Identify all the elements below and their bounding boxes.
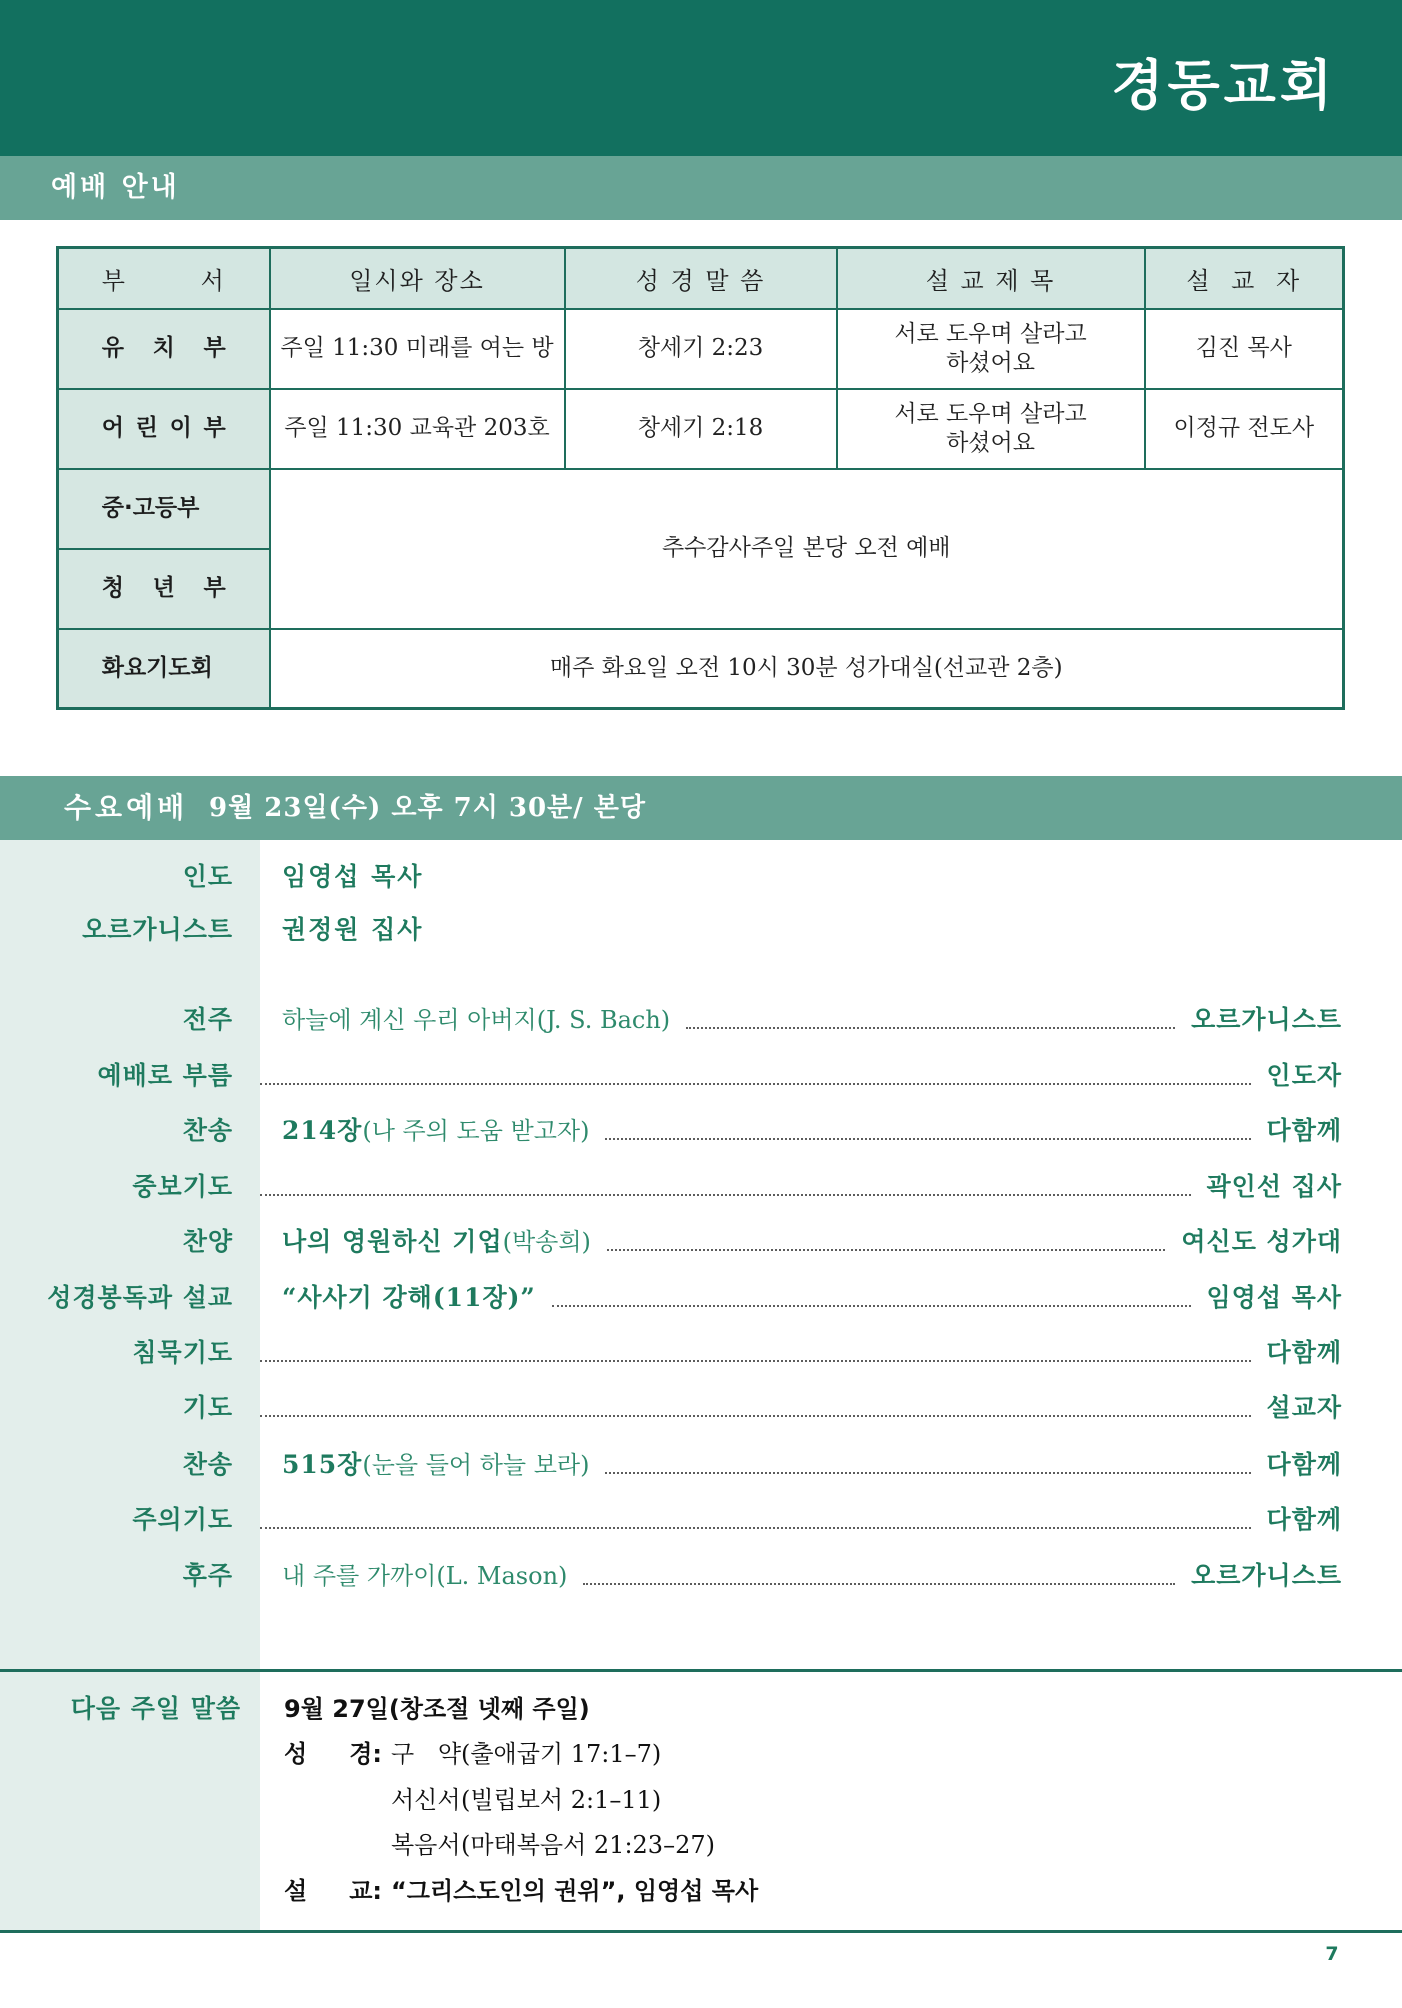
order-content [282, 1276, 536, 1320]
sermon-title-line: 하셨어요 [946, 429, 1035, 456]
department-cell [58, 309, 270, 389]
preacher-cell: 김진 목사 [1145, 309, 1344, 389]
order-detail [260, 1276, 1342, 1320]
wednesday-service-band [0, 776, 1402, 840]
order-item [0, 1386, 1342, 1430]
leader-role: 인도 [182, 862, 233, 891]
wednesday-service-datetime: 9월 23일(수) 오후 7시 30분/ 본당 [209, 793, 646, 823]
worship-guide-band [0, 156, 1402, 220]
order-label: 침묵기도 [132, 1338, 233, 1367]
order-label: 성경봉독과 설교 [47, 1283, 233, 1312]
department-name: 화요기도회 [101, 654, 213, 681]
order-content-text: 하늘에 계신 우리 아버지(J. S. Bach) [282, 1006, 671, 1034]
order-detail [260, 1498, 1342, 1542]
order-content [282, 1554, 567, 1598]
wednesday-service-title: 수요예배 [64, 791, 189, 824]
department-cell [58, 469, 270, 549]
order-label: 찬송 [182, 1450, 233, 1479]
order-content [282, 1220, 591, 1264]
order-content-text: 내 주를 가까이(L. Mason) [282, 1562, 568, 1590]
sermon-line [284, 1871, 758, 1911]
column-header: 일시와 장소 [270, 248, 565, 309]
header-band [0, 0, 1402, 156]
department-cell [58, 389, 270, 469]
sermon-title-cell [837, 309, 1145, 389]
leader-row [0, 857, 900, 897]
table-row [58, 629, 1344, 709]
order-performer: 오르가니스트 [1191, 1561, 1342, 1590]
order-content-highlight: 나의 영원하신 기업 [282, 1227, 503, 1256]
reading-name: 구 약 [391, 1740, 461, 1768]
column-header [58, 248, 270, 309]
merged-note-cell: 추수감사주일 본당 오전 예배 [270, 469, 1344, 629]
worship-guide-table [56, 246, 1345, 710]
department-name: 중·고등부 [101, 495, 200, 521]
dot-leader [552, 1305, 1191, 1307]
order-item [0, 1054, 1342, 1098]
next-sunday-date-line [284, 1689, 590, 1729]
order-detail [260, 1220, 1342, 1264]
order-item [0, 998, 1342, 1042]
order-label: 찬송 [182, 1116, 233, 1145]
order-content [282, 998, 670, 1042]
dot-leader [260, 1415, 1251, 1417]
order-detail [260, 1165, 1342, 1209]
leader-role: 오르가니스트 [82, 915, 233, 944]
scripture-label: 성 경: [284, 1740, 382, 1768]
order-performer: 다함께 [1266, 1505, 1342, 1534]
order-item [0, 1331, 1342, 1375]
order-label: 주의기도 [132, 1505, 233, 1534]
reading-name: 서신서 [391, 1786, 461, 1814]
column-header-label: 부 서 [101, 266, 226, 295]
order-detail [260, 1331, 1342, 1375]
leader-name: 임영섭 목사 [282, 862, 424, 891]
order-item [0, 1498, 1342, 1542]
sermon-title: “그리스도인의 권위”, 임영섭 목사 [391, 1877, 759, 1905]
reading-reference: (빌립보서 2:1–11) [461, 1786, 662, 1814]
department-cell [58, 629, 270, 709]
reading-reference: (마태복음서 21:23–27) [461, 1831, 715, 1859]
dot-leader [605, 1472, 1250, 1474]
column-header: 성 경 말 씀 [565, 248, 837, 309]
order-content-text: (박송희) [502, 1228, 591, 1256]
dot-leader [583, 1583, 1175, 1585]
order-item [0, 1220, 1342, 1264]
time-place-cell: 주일 11:30 교육관 203호 [270, 389, 565, 469]
reading-name: 복음서 [391, 1831, 461, 1859]
order-performer: 다함께 [1266, 1450, 1342, 1479]
scripture-line [284, 1734, 661, 1774]
table-header-row [58, 248, 1344, 309]
dot-leader [607, 1249, 1166, 1251]
order-performer: 다함께 [1266, 1338, 1342, 1367]
order-detail [260, 1386, 1342, 1430]
sermon-title-line: 하셨어요 [946, 349, 1035, 376]
church-name: 경동교회 [1111, 53, 1336, 117]
order-performer: 곽인선 집사 [1206, 1172, 1342, 1201]
order-item [0, 1554, 1342, 1598]
column-header: 설 교 자 [1145, 248, 1344, 309]
prayer-meeting-cell: 매주 화요일 오전 10시 30분 성가대실(선교관 2층) [270, 629, 1344, 709]
next-sunday-date: 9월 27일(창조절 넷째 주일) [284, 1695, 590, 1723]
department-name: 청 년 부 [101, 575, 226, 601]
order-detail [260, 1109, 1342, 1153]
order-label: 기도 [182, 1393, 233, 1422]
table-row [58, 309, 1344, 389]
table-row [58, 469, 1344, 549]
order-item [0, 1276, 1342, 1320]
order-item [0, 1109, 1342, 1153]
order-item [0, 1443, 1342, 1487]
order-label: 예배로 부름 [97, 1061, 233, 1090]
dot-leader [260, 1083, 1251, 1085]
dot-leader [605, 1138, 1250, 1140]
order-performer: 오르가니스트 [1191, 1005, 1342, 1034]
order-content-highlight: 515장 [282, 1450, 363, 1479]
column-header: 설 교 제 목 [837, 248, 1145, 309]
order-content [282, 1443, 589, 1487]
order-label: 중보기도 [132, 1172, 233, 1201]
order-item [0, 1165, 1342, 1209]
order-detail [260, 998, 1342, 1042]
order-content-text: (눈을 들어 하늘 보라) [362, 1451, 590, 1479]
scripture-cell: 창세기 2:23 [565, 309, 837, 389]
order-label: 후주 [182, 1561, 233, 1590]
preacher-cell: 이정규 전도사 [1145, 389, 1344, 469]
dot-leader [686, 1027, 1175, 1029]
reading-reference: (출애굽기 17:1–7) [461, 1740, 662, 1768]
department-name: 어 린 이 부 [101, 415, 226, 441]
leader-name: 권정원 집사 [282, 915, 424, 944]
sermon-label: 설 교: [284, 1877, 382, 1905]
order-detail [260, 1554, 1342, 1598]
order-performer: 인도자 [1266, 1061, 1342, 1090]
order-content-highlight: “사사기 강해(11장)” [282, 1283, 536, 1312]
order-label: 전주 [182, 1005, 233, 1034]
order-performer: 설교자 [1266, 1393, 1342, 1422]
next-sunday-label: 다음 주일 말씀 [70, 1694, 241, 1723]
dot-leader [260, 1194, 1191, 1196]
leader-row [0, 910, 900, 950]
order-label: 찬양 [182, 1227, 233, 1256]
bottom-divider [0, 1930, 1402, 1933]
order-performer: 여신도 성가대 [1181, 1227, 1342, 1256]
worship-guide-title: 예배 안내 [51, 172, 180, 203]
section-divider [0, 1669, 1402, 1672]
sermon-title-cell [837, 389, 1145, 469]
scripture-cell: 창세기 2:18 [565, 389, 837, 469]
page-number: 7 [1325, 1943, 1339, 1965]
dot-leader [260, 1360, 1251, 1362]
department-name: 유 치 부 [101, 335, 226, 361]
department-cell [58, 549, 270, 629]
order-performer: 다함께 [1266, 1116, 1342, 1145]
scripture-line [391, 1780, 661, 1820]
order-content-highlight: 214장 [282, 1116, 363, 1145]
sermon-title-line: 서로 도우며 살라고 [894, 320, 1087, 347]
time-place-cell: 주일 11:30 미래를 여는 방 [270, 309, 565, 389]
sermon-title-line: 서로 도우며 살라고 [894, 400, 1087, 427]
scripture-line [391, 1825, 715, 1865]
dot-leader [260, 1527, 1251, 1529]
order-detail [260, 1054, 1342, 1098]
order-detail [260, 1443, 1342, 1487]
order-content [282, 1109, 589, 1153]
table-row [58, 389, 1344, 469]
order-content-text: (나 주의 도움 받고자) [362, 1117, 590, 1145]
order-performer: 임영섭 목사 [1206, 1283, 1342, 1312]
